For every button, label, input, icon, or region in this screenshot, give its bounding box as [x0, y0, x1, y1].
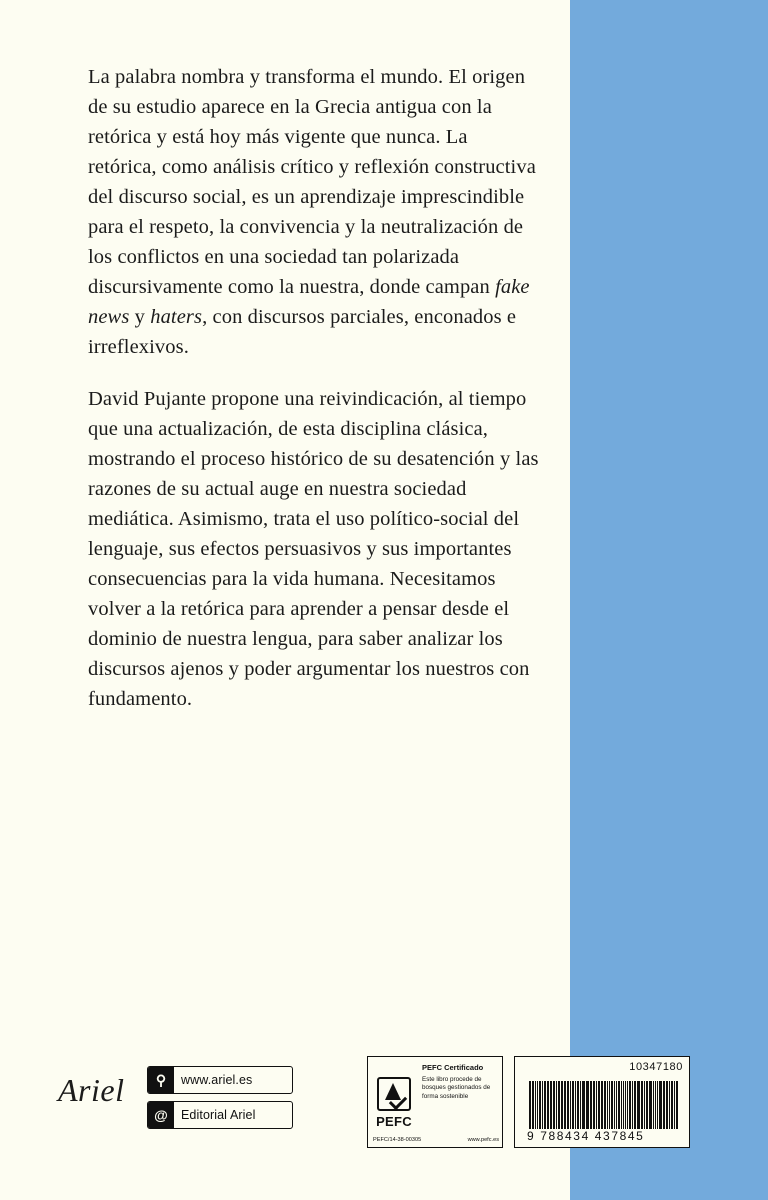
social-row[interactable] — [147, 1101, 293, 1129]
at-icon: @ — [148, 1102, 174, 1128]
website-row[interactable] — [147, 1066, 293, 1094]
blurb-paragraph-2: David Pujante propone una reivindicación, al tiempo que una actualización, de esta disciplina clásica, mostrando el proceso histórico de su desatención y las razones de su actual auge en nuestra sociedad mediática. Asimismo, trata el uso político-social del lenguaje, sus efectos persuasivos y sus importantes consecuencias para la vida humana. Necesitamos volver a la retórica para aprender a pensar desde el dominio de nuestra lengua, para saber analizar los discursos ajenos y poder argumentar los nuestros con fundamento. — [88, 388, 539, 710]
pefc-code: PEFC/14-38-00305 — [373, 1137, 422, 1143]
barcode-bars — [529, 1081, 679, 1129]
italic-term-fake-news: fake news — [88, 276, 530, 328]
italic-term-haters: haters — [150, 306, 203, 328]
website-label: www.ariel.es — [181, 1073, 253, 1087]
pefc-logo — [368, 1057, 420, 1147]
social-label: Editorial Ariel — [181, 1108, 256, 1122]
barcode-box — [514, 1056, 690, 1148]
pefc-description: Este libro procede de bosques gestionados de forma sostenible — [422, 1076, 491, 1100]
pefc-certification-box — [367, 1056, 503, 1148]
barcode-bottom-number: 9 788434 437845 — [527, 1129, 645, 1143]
pefc-wordmark: PEFC — [376, 1114, 412, 1129]
contact-block — [147, 1066, 293, 1136]
pefc-footer — [373, 1137, 499, 1143]
blurb-text-block — [88, 62, 540, 714]
barcode-top-number: 10347180 — [629, 1061, 683, 1073]
pefc-tree-icon — [377, 1077, 411, 1111]
side-color-band — [570, 0, 768, 1200]
search-icon: ⚲ — [148, 1067, 174, 1093]
pefc-text — [420, 1057, 502, 1147]
publisher-logo: Ariel — [58, 1072, 125, 1108]
blurb-paragraph-1: La palabra nombra y transforma el mundo. El origen de su estudio aparece en la Grecia antigua con la retórica y está hoy más vigente que nunca. La retórica, como análisis crítico y reflexión constructiva del discurso social, es un aprendizaje imprescindible para el respeto, la convivencia y la neutralización de los conflictos en una sociedad tan polarizada discursivamente como la nuestra, donde campan fake news y haters, con discursos parciales, enconados e irreflexivos. — [88, 66, 536, 358]
pefc-url: www.pefc.es — [467, 1137, 499, 1143]
pefc-title: PEFC Certificado — [422, 1063, 484, 1072]
